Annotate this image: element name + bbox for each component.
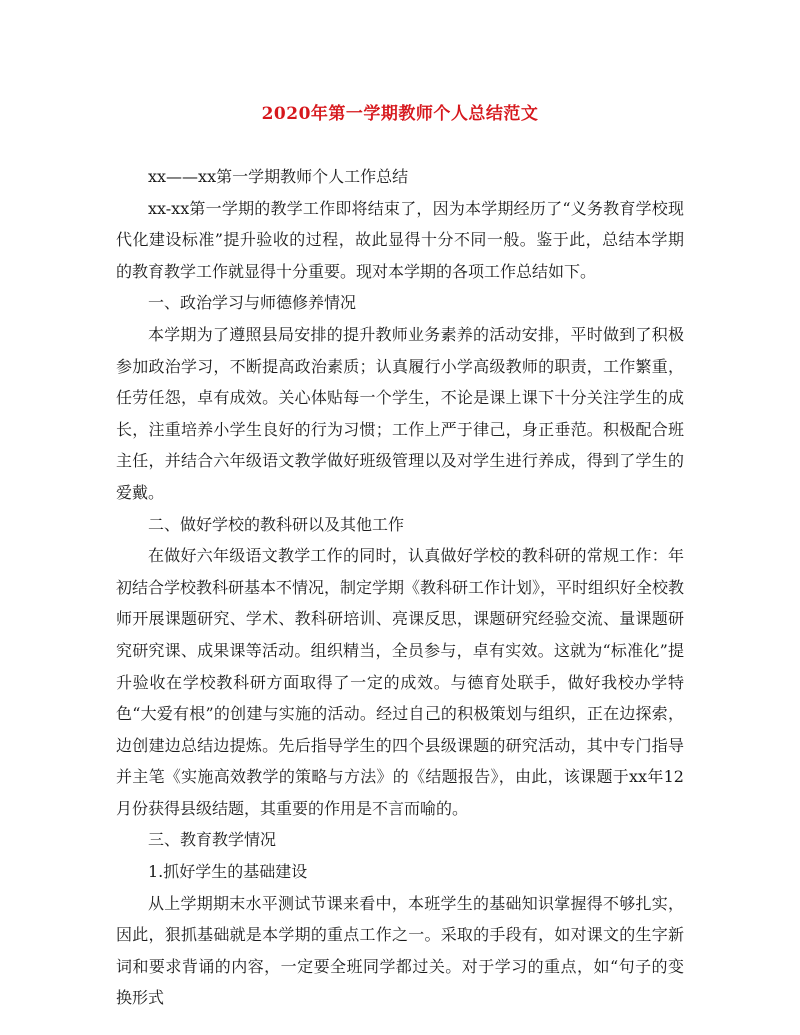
paragraph-subtitle: xx——xx第一学期教师个人工作总结 — [148, 167, 409, 186]
paragraph-section-1: 本学期为了遵照县局安排的提升教师业务素养的活动安排，平时做到了积极参加政治学习，不断提高政治素质；认真履行小学高级教师的职责，工作繁重，任劳任怨，卓有成效。关心体贴每一个学生，不论是课上课下十分关注学生的成长，注重培养小学生良好的行为习惯；工作上严于律己，身正垂范。积极配合班主任，并结合六年级语文教学做好班级管理以及对学生进行养成，得到了学生的爱戴。 — [116, 324, 684, 502]
section-heading-1: 一、政治学习与师德修养情况 — [148, 293, 357, 313]
paragraph-section-3: 从上学期期末水平测试节课来看中，本班学生的基础知识掌握得不够扎实，因此，狠抓基础就是本学期的重点工作之一。采取的手段有，如对课文的生字新词和要求背诵的内容，一定要全班同学都过关。对于学习的重点，如“句子的变换形式 — [116, 893, 684, 1008]
document-body — [116, 161, 684, 1014]
paragraph-section-2: 在做好六年级语文教学工作的同时，认真做好学校的教科研的常规工作：年初结合学校教科研基本不情况，制定学期《教科研工作计划》，平时组织好全校教师开展课题研究、学术、教科研培训、亮课反思，课题研究经验交流、量课题研究研究课、成果课等活动。组织精当，全员参与，卓有实效。这就为“标准化”提升验收在学校教科研方面取得了一定的成效。与德育处联手，做好我校办学特色“大爱有根”的创建与实施的活动。经过自己的积极策划与组织，正在边探索，边创建边总结边提炼。先后指导学生的四个县级课题的研究活动，其中专门指导并主笔《实施高效教学的策略与方法》的《结题报告》，由此，该课题于xx年12月份获得县级结题，其重要的作用是不言而喻的。 — [116, 546, 685, 818]
section-heading-3: 三、教育教学情况 — [148, 830, 277, 850]
document-title: 2020年第一学期教师个人总结范文 — [261, 104, 539, 124]
paragraph-intro: xx-xx第一学期的教学工作即将结束了，因为本学期经历了“义务教育学校现代化建设标准”提升验收的过程，故此显得十分不同一般。鉴于此，总结本学期的教育教学工作就显得十分重要。现对本学期的各项工作总结如下。 — [116, 198, 684, 281]
section-heading-2: 二、做好学校的教科研以及其他工作 — [148, 514, 405, 534]
subsection-heading-1: 1.抓好学生的基础建设 — [148, 862, 308, 882]
